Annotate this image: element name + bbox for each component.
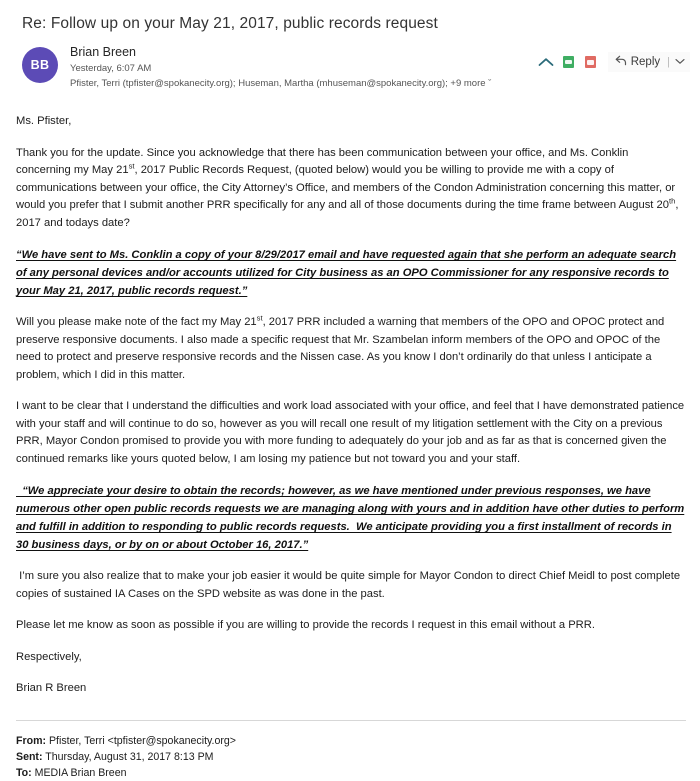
superscript-th: th <box>668 196 676 206</box>
paragraph-5: Please let me know as soon as possible if you are willing to provide the records I request in this email without a PRR. <box>16 619 595 631</box>
chevron-down-icon[interactable] <box>675 56 685 68</box>
quoted-message-headers <box>0 721 700 781</box>
quoted-from-line <box>16 733 686 749</box>
paragraph-2 <box>16 314 686 384</box>
paragraph-1-part-a: Thank you for the update. Since you acknowledge that there has been communication between your office, and Ms. Conklin concerning my May 21 <box>16 146 629 176</box>
superscript-st-1: st <box>128 161 135 171</box>
quoted-passage-2: “We appreciate your desire to obtain the records; however, as we have mentioned under previous responses, we have numerous other open public records requests we are managing along with yours and in addition have other duties to perform and fulfill in addition to responding to public records requests. We anticipate providing you a first installment of records in 30 business days, or by on or about October 16, 2017.” <box>16 485 685 551</box>
paragraph-1 <box>16 145 686 233</box>
signature: Brian R Breen <box>16 682 87 694</box>
reply-button[interactable] <box>608 52 690 72</box>
paragraph-1-part-c: , 2017 and todays date? <box>16 199 679 229</box>
sender-name[interactable]: Brian Breen <box>70 45 137 59</box>
quoted-to-value: MEDIA Brian Breen <box>31 766 127 779</box>
subject-bar <box>0 0 700 34</box>
quoted-from-value: Pfister, Terri <tpfister@spokanecity.org> <box>46 734 236 747</box>
reply-arrow-icon <box>615 55 627 69</box>
quoted-to-line <box>16 765 686 781</box>
avatar: BB <box>22 47 58 83</box>
paragraph-3: I want to be clear that I understand the difficulties and work load associated with your office, and feel that I have demonstrated patience with your staff and will continue to do so, however as you will recall one result of my litigation settlement with the City on a previous PRR, Mayor Condon promised to provide you with more funding to adequately do your job and as far as that is concerned given the continued remarks like yours quoted below, I am losing my patience but not toward you and your staff. <box>16 400 685 465</box>
paragraph-4: I’m sure you also realize that to make your job easier it would be quite simple for Mayor Condon to direct Chief Meidl to post complete copies of sustained IA Cases on the SPD website as was done in the past. <box>16 570 681 600</box>
quoted-to-label: To: <box>16 766 32 779</box>
quoted-sent-label: Sent: <box>16 750 43 763</box>
reply-divider: | <box>667 56 670 68</box>
paragraph-2-part-a: Will you please make note of the fact my May 21 <box>16 316 257 328</box>
superscript-st-2: st <box>256 313 263 323</box>
recipients-line[interactable]: Pfister, Terri (tpfister@spokanecity.org); Huseman, Martha (mhuseman@spokanecity.org); +9 more ˇ <box>70 78 492 89</box>
signoff: Respectively, <box>16 650 82 663</box>
paragraph-2-part-b: , 2017 PRR included a warning that members of the OPO and OPOC protect and preserve responsive documents. I also made a specific request that Mr. Szambelan inform members of the OPO and OPOC of the need to protect and preserve responsive records and the Nissen case. As you know I don’t ordinarily do that unless I anticipate a problem, which I did in this matter. <box>16 316 665 381</box>
message-header <box>0 45 700 93</box>
quoted-from-label: From: <box>16 734 47 747</box>
quoted-sent-value: Thursday, August 31, 2017 8:13 PM <box>42 750 214 763</box>
page-title: Re: Follow up on your May 21, 2017, public records request <box>22 15 438 32</box>
quoted-passage-1: “We have sent to Ms. Conklin a copy of your 8/29/2017 email and have requested again that she perform an adequate search of any personal devices and/or accounts utilized for City business as an OPO Commissioner for any responsive records to your May 21, 2017, public records request.” <box>16 249 677 297</box>
reply-button-label: Reply <box>630 56 661 68</box>
sent-timestamp: Yesterday, 6:07 AM <box>70 63 152 74</box>
sender-block <box>70 45 534 90</box>
salutation: Ms. Pfister, <box>16 115 72 127</box>
attachment-red-icon[interactable] <box>580 50 602 74</box>
message-body <box>0 113 700 698</box>
header-actions <box>534 50 690 74</box>
attachment-green-icon[interactable] <box>558 50 580 74</box>
paragraph-1-part-b: , 2017 Public Records Request, (quoted below) would you be willing to provide me with a copy of communications between your office, the City Attorney’s Office, and members of the Condon Administration concerning this matter, or would you prefer that I submit another PRR specifically for any and all of those documents during the time frame between August 20 <box>16 164 676 211</box>
chevron-up-icon[interactable] <box>534 50 558 74</box>
quoted-sent-line <box>16 749 686 765</box>
